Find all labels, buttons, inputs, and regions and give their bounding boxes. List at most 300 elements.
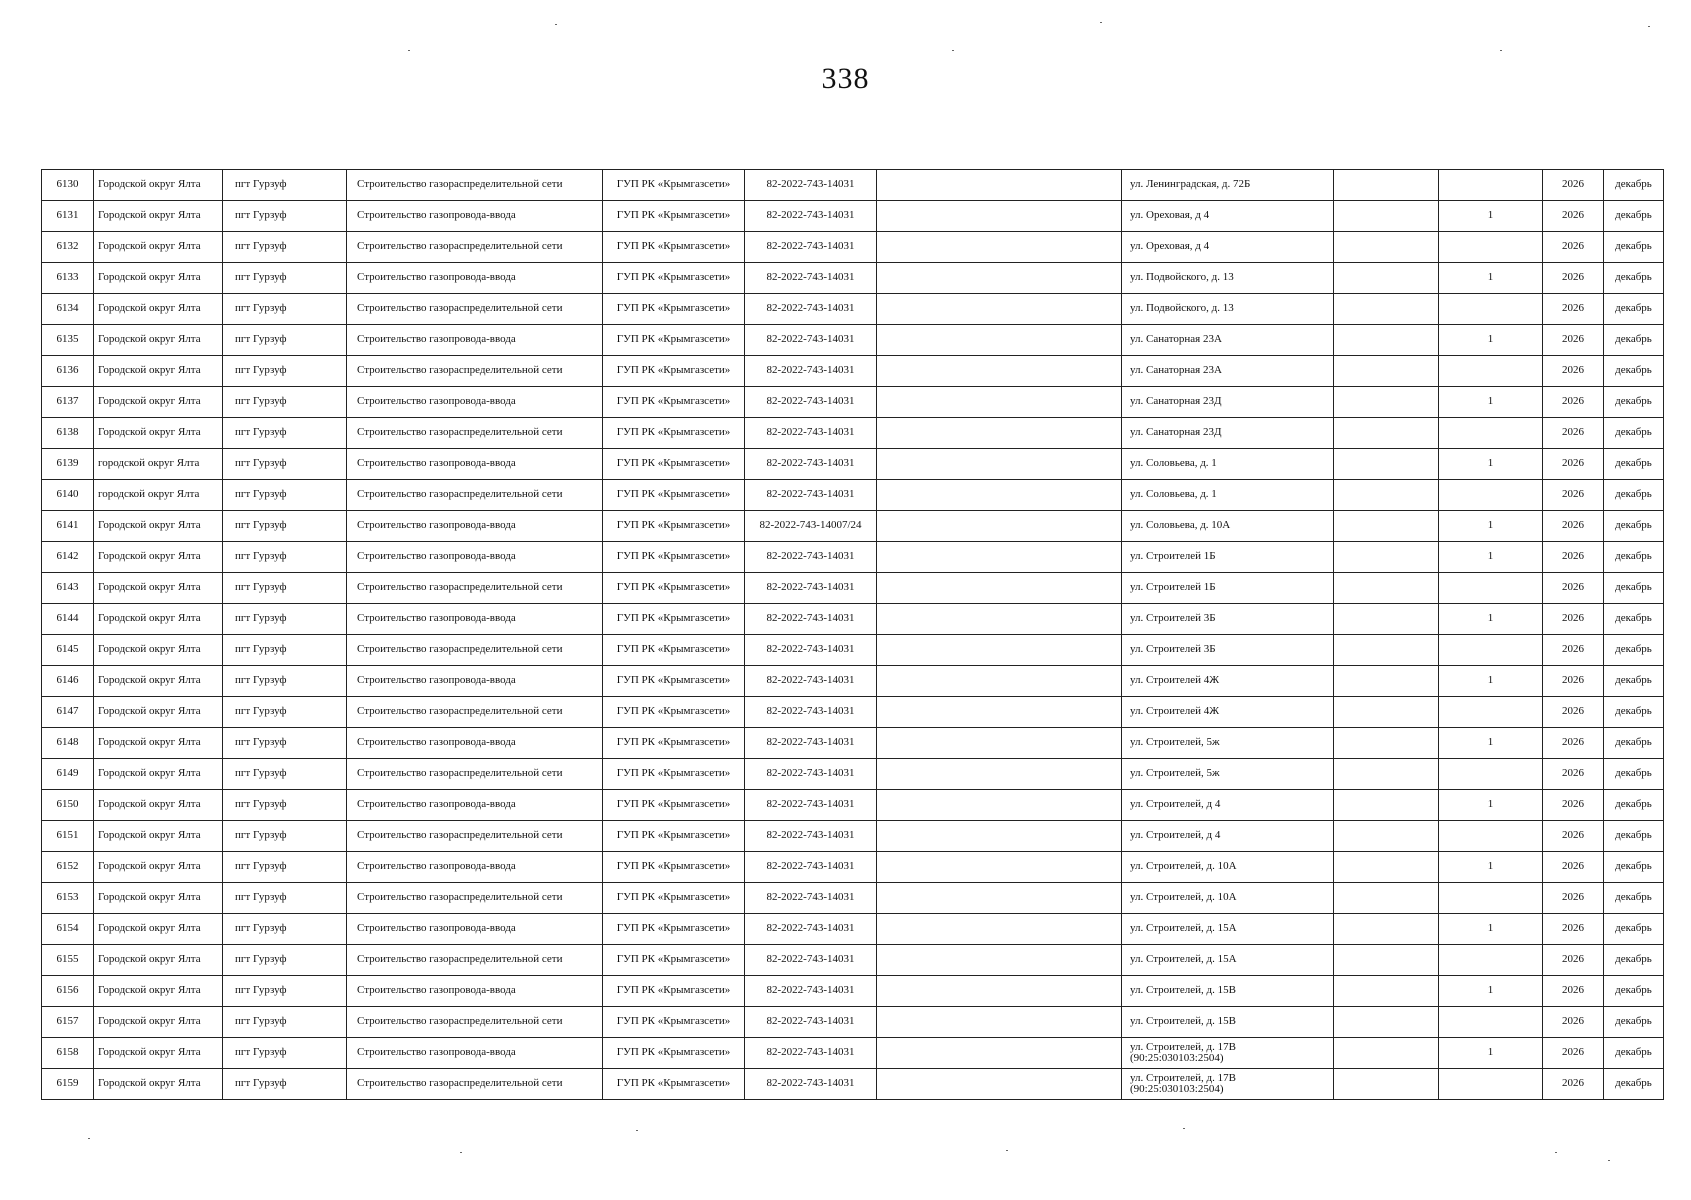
blank-cell [1334, 666, 1439, 697]
address-cell: ул. Соловьева, д. 1 [1122, 480, 1334, 511]
blank-cell [877, 387, 1122, 418]
blank-cell [877, 821, 1122, 852]
organization-cell: ГУП РК «Крымгазсети» [603, 511, 745, 542]
year-cell: 2026 [1543, 945, 1604, 976]
year-cell: 2026 [1543, 790, 1604, 821]
month-cell: декабрь [1604, 728, 1664, 759]
blank-cell [1334, 573, 1439, 604]
municipality-cell: Городской округ Ялта [94, 821, 223, 852]
page-number: 338 [821, 62, 870, 95]
table-row [42, 821, 1664, 852]
organization-cell: ГУП РК «Крымгазсети» [603, 1069, 745, 1100]
blank-cell [877, 945, 1122, 976]
year-cell: 2026 [1543, 449, 1604, 480]
year-cell: 2026 [1543, 759, 1604, 790]
address-cell: ул. Санаторная 23А [1122, 325, 1334, 356]
organization-cell: ГУП РК «Крымгазсети» [603, 945, 745, 976]
month-cell: декабрь [1604, 697, 1664, 728]
month-cell: декабрь [1604, 604, 1664, 635]
organization-cell: ГУП РК «Крымгазсети» [603, 201, 745, 232]
year-cell: 2026 [1543, 666, 1604, 697]
municipality-cell: Городской округ Ялта [94, 325, 223, 356]
year-cell: 2026 [1543, 1038, 1604, 1069]
blank-cell [877, 976, 1122, 1007]
blank-cell [877, 666, 1122, 697]
blank-cell [877, 697, 1122, 728]
table-row [42, 232, 1664, 263]
blank-cell [1334, 356, 1439, 387]
settlement-cell: пгт Гурзуф [223, 263, 347, 294]
address-cell: ул. Строителей 1Б [1122, 573, 1334, 604]
table-row [42, 170, 1664, 201]
settlement-cell: пгт Гурзуф [223, 170, 347, 201]
row-number: 6133 [42, 263, 94, 294]
work-type-cell: Строительство газопровода-ввода [347, 542, 603, 573]
organization-cell: ГУП РК «Крымгазсети» [603, 294, 745, 325]
quantity-cell: 1 [1439, 976, 1543, 1007]
month-cell: декабрь [1604, 449, 1664, 480]
municipality-cell: Городской округ Ялта [94, 790, 223, 821]
blank-cell [877, 418, 1122, 449]
blank-cell [877, 356, 1122, 387]
table-row [42, 201, 1664, 232]
project-code-cell: 82-2022-743-14007/24 [745, 511, 877, 542]
settlement-cell: пгт Гурзуф [223, 1069, 347, 1100]
municipality-cell: Городской округ Ялта [94, 635, 223, 666]
settlement-cell: пгт Гурзуф [223, 883, 347, 914]
address-cell: ул. Соловьева, д. 1 [1122, 449, 1334, 480]
blank-cell [1334, 976, 1439, 1007]
month-cell: декабрь [1604, 232, 1664, 263]
year-cell: 2026 [1543, 201, 1604, 232]
municipality-cell: Городской округ Ялта [94, 976, 223, 1007]
blank-cell [1334, 604, 1439, 635]
municipality-cell: Городской округ Ялта [94, 418, 223, 449]
organization-cell: ГУП РК «Крымгазсети» [603, 604, 745, 635]
work-type-cell: Строительство газораспределительной сети [347, 759, 603, 790]
address-cell: ул. Строителей 3Б [1122, 604, 1334, 635]
month-cell: декабрь [1604, 759, 1664, 790]
row-number: 6141 [42, 511, 94, 542]
work-type-cell: Строительство газораспределительной сети [347, 356, 603, 387]
month-cell: декабрь [1604, 883, 1664, 914]
table-row [42, 1038, 1664, 1069]
year-cell: 2026 [1543, 821, 1604, 852]
quantity-cell: 1 [1439, 604, 1543, 635]
table-row [42, 542, 1664, 573]
table-row [42, 604, 1664, 635]
municipality-cell: Городской округ Ялта [94, 945, 223, 976]
project-code-cell: 82-2022-743-14031 [745, 294, 877, 325]
year-cell: 2026 [1543, 294, 1604, 325]
year-cell: 2026 [1543, 387, 1604, 418]
table-row [42, 449, 1664, 480]
work-type-cell: Строительство газораспределительной сети [347, 480, 603, 511]
work-type-cell: Строительство газораспределительной сети [347, 573, 603, 604]
quantity-cell: 1 [1439, 449, 1543, 480]
settlement-cell: пгт Гурзуф [223, 728, 347, 759]
blank-cell [1334, 1038, 1439, 1069]
municipality-cell: Городской округ Ялта [94, 201, 223, 232]
table-row [42, 914, 1664, 945]
month-cell: декабрь [1604, 325, 1664, 356]
quantity-cell: 1 [1439, 201, 1543, 232]
blank-cell [877, 635, 1122, 666]
blank-cell [1334, 635, 1439, 666]
quantity-cell: 1 [1439, 728, 1543, 759]
settlement-cell: пгт Гурзуф [223, 449, 347, 480]
blank-cell [1334, 480, 1439, 511]
work-type-cell: Строительство газораспределительной сети [347, 232, 603, 263]
work-type-cell: Строительство газопровода-ввода [347, 914, 603, 945]
address-cell: ул. Строителей, д. 10А [1122, 883, 1334, 914]
year-cell: 2026 [1543, 418, 1604, 449]
municipality-cell: Городской округ Ялта [94, 1038, 223, 1069]
table-row [42, 573, 1664, 604]
row-number: 6153 [42, 883, 94, 914]
municipality-cell: Городской округ Ялта [94, 356, 223, 387]
address-cell: ул. Строителей, 5ж [1122, 759, 1334, 790]
project-code-cell: 82-2022-743-14031 [745, 418, 877, 449]
project-code-cell: 82-2022-743-14031 [745, 914, 877, 945]
blank-cell [1334, 883, 1439, 914]
row-number: 6150 [42, 790, 94, 821]
blank-cell [877, 511, 1122, 542]
table-row [42, 945, 1664, 976]
row-number: 6149 [42, 759, 94, 790]
work-type-cell: Строительство газопровода-ввода [347, 201, 603, 232]
project-code-cell: 82-2022-743-14031 [745, 480, 877, 511]
settlement-cell: пгт Гурзуф [223, 852, 347, 883]
settlement-cell: пгт Гурзуф [223, 697, 347, 728]
blank-cell [1334, 821, 1439, 852]
settlement-cell: пгт Гурзуф [223, 387, 347, 418]
row-number: 6130 [42, 170, 94, 201]
municipality-cell: Городской округ Ялта [94, 232, 223, 263]
municipality-cell: Городской округ Ялта [94, 170, 223, 201]
municipality-cell: Городской округ Ялта [94, 666, 223, 697]
row-number: 6139 [42, 449, 94, 480]
year-cell: 2026 [1543, 914, 1604, 945]
blank-cell [877, 728, 1122, 759]
settlement-cell: пгт Гурзуф [223, 821, 347, 852]
row-number: 6132 [42, 232, 94, 263]
settlement-cell: пгт Гурзуф [223, 604, 347, 635]
quantity-cell [1439, 697, 1543, 728]
row-number: 6156 [42, 976, 94, 1007]
settlement-cell: пгт Гурзуф [223, 294, 347, 325]
month-cell: декабрь [1604, 263, 1664, 294]
month-cell: декабрь [1604, 790, 1664, 821]
table-row [42, 480, 1664, 511]
address-cell: ул. Строителей 4Ж [1122, 666, 1334, 697]
address-cell: ул. Санаторная 23А [1122, 356, 1334, 387]
table-row [42, 635, 1664, 666]
row-number: 6154 [42, 914, 94, 945]
address-cell: ул. Ореховая, д 4 [1122, 232, 1334, 263]
organization-cell: ГУП РК «Крымгазсети» [603, 1038, 745, 1069]
work-type-cell: Строительство газораспределительной сети [347, 945, 603, 976]
project-code-cell: 82-2022-743-14031 [745, 697, 877, 728]
project-code-cell: 82-2022-743-14031 [745, 542, 877, 573]
blank-cell [1334, 511, 1439, 542]
work-type-cell: Строительство газораспределительной сети [347, 1069, 603, 1100]
blank-cell [1334, 790, 1439, 821]
organization-cell: ГУП РК «Крымгазсети» [603, 480, 745, 511]
year-cell: 2026 [1543, 480, 1604, 511]
blank-cell [877, 542, 1122, 573]
project-code-cell: 82-2022-743-14031 [745, 449, 877, 480]
row-number: 6147 [42, 697, 94, 728]
address-cell: ул. Строителей 1Б [1122, 542, 1334, 573]
table-row [42, 728, 1664, 759]
work-type-cell: Строительство газопровода-ввода [347, 728, 603, 759]
organization-cell: ГУП РК «Крымгазсети» [603, 666, 745, 697]
year-cell: 2026 [1543, 852, 1604, 883]
organization-cell: ГУП РК «Крымгазсети» [603, 573, 745, 604]
address-cell: ул. Ореховая, д 4 [1122, 201, 1334, 232]
project-code-cell: 82-2022-743-14031 [745, 356, 877, 387]
quantity-cell: 1 [1439, 325, 1543, 356]
year-cell: 2026 [1543, 542, 1604, 573]
project-code-cell: 82-2022-743-14031 [745, 232, 877, 263]
table-row [42, 325, 1664, 356]
project-code-cell: 82-2022-743-14031 [745, 170, 877, 201]
project-code-cell: 82-2022-743-14031 [745, 821, 877, 852]
table-row [42, 759, 1664, 790]
municipality-cell: Городской округ Ялта [94, 294, 223, 325]
table-row [42, 1007, 1664, 1038]
month-cell: декабрь [1604, 201, 1664, 232]
settlement-cell: пгт Гурзуф [223, 542, 347, 573]
address-cell: ул. Строителей, д. 17В (90:25:030103:2504) [1122, 1038, 1334, 1069]
settlement-cell: пгт Гурзуф [223, 635, 347, 666]
month-cell: декабрь [1604, 1038, 1664, 1069]
table-row [42, 852, 1664, 883]
blank-cell [1334, 263, 1439, 294]
address-cell: ул. Строителей, д. 17В (90:25:030103:2504) [1122, 1069, 1334, 1100]
municipality-cell: городской округ Ялта [94, 449, 223, 480]
settlement-cell: пгт Гурзуф [223, 573, 347, 604]
project-code-cell: 82-2022-743-14031 [745, 263, 877, 294]
month-cell: декабрь [1604, 356, 1664, 387]
month-cell: декабрь [1604, 542, 1664, 573]
organization-cell: ГУП РК «Крымгазсети» [603, 1007, 745, 1038]
quantity-cell [1439, 294, 1543, 325]
blank-cell [877, 480, 1122, 511]
work-type-cell: Строительство газопровода-ввода [347, 511, 603, 542]
blank-cell [1334, 201, 1439, 232]
month-cell: декабрь [1604, 1069, 1664, 1100]
blank-cell [1334, 294, 1439, 325]
address-cell: ул. Строителей, д. 15А [1122, 945, 1334, 976]
month-cell: декабрь [1604, 294, 1664, 325]
settlement-cell: пгт Гурзуф [223, 790, 347, 821]
organization-cell: ГУП РК «Крымгазсети» [603, 759, 745, 790]
table-row [42, 976, 1664, 1007]
table-row [42, 666, 1664, 697]
quantity-cell [1439, 759, 1543, 790]
project-code-cell: 82-2022-743-14031 [745, 728, 877, 759]
row-number: 6134 [42, 294, 94, 325]
project-code-cell: 82-2022-743-14031 [745, 573, 877, 604]
quantity-cell: 1 [1439, 263, 1543, 294]
blank-cell [877, 852, 1122, 883]
work-type-cell: Строительство газораспределительной сети [347, 294, 603, 325]
blank-cell [1334, 449, 1439, 480]
row-number: 6137 [42, 387, 94, 418]
municipality-cell: Городской округ Ялта [94, 852, 223, 883]
row-number: 6157 [42, 1007, 94, 1038]
municipality-cell: Городской округ Ялта [94, 511, 223, 542]
blank-cell [877, 449, 1122, 480]
blank-cell [1334, 852, 1439, 883]
organization-cell: ГУП РК «Крымгазсети» [603, 387, 745, 418]
organization-cell: ГУП РК «Крымгазсети» [603, 232, 745, 263]
blank-cell [1334, 914, 1439, 945]
project-code-cell: 82-2022-743-14031 [745, 387, 877, 418]
quantity-cell [1439, 1007, 1543, 1038]
settlement-cell: пгт Гурзуф [223, 759, 347, 790]
blank-cell [877, 1069, 1122, 1100]
organization-cell: ГУП РК «Крымгазсети» [603, 821, 745, 852]
municipality-cell: Городской округ Ялта [94, 604, 223, 635]
address-cell: ул. Строителей, д. 15В [1122, 1007, 1334, 1038]
work-type-cell: Строительство газораспределительной сети [347, 883, 603, 914]
quantity-cell [1439, 1069, 1543, 1100]
blank-cell [877, 573, 1122, 604]
project-code-cell: 82-2022-743-14031 [745, 852, 877, 883]
blank-cell [1334, 387, 1439, 418]
month-cell: декабрь [1604, 666, 1664, 697]
row-number: 6159 [42, 1069, 94, 1100]
blank-cell [1334, 325, 1439, 356]
year-cell: 2026 [1543, 883, 1604, 914]
month-cell: декабрь [1604, 1007, 1664, 1038]
organization-cell: ГУП РК «Крымгазсети» [603, 325, 745, 356]
municipality-cell: Городской округ Ялта [94, 263, 223, 294]
organization-cell: ГУП РК «Крымгазсети» [603, 697, 745, 728]
organization-cell: ГУП РК «Крымгазсети» [603, 728, 745, 759]
settlement-cell: пгт Гурзуф [223, 976, 347, 1007]
settlement-cell: пгт Гурзуф [223, 914, 347, 945]
table-row [42, 294, 1664, 325]
project-code-cell: 82-2022-743-14031 [745, 790, 877, 821]
quantity-cell: 1 [1439, 914, 1543, 945]
row-number: 6152 [42, 852, 94, 883]
row-number: 6158 [42, 1038, 94, 1069]
settlement-cell: пгт Гурзуф [223, 356, 347, 387]
project-code-cell: 82-2022-743-14031 [745, 945, 877, 976]
year-cell: 2026 [1543, 263, 1604, 294]
municipality-cell: Городской округ Ялта [94, 573, 223, 604]
municipality-cell: Городской округ Ялта [94, 697, 223, 728]
quantity-cell: 1 [1439, 387, 1543, 418]
organization-cell: ГУП РК «Крымгазсети» [603, 170, 745, 201]
work-type-cell: Строительство газораспределительной сети [347, 418, 603, 449]
address-cell: ул. Строителей, д. 10А [1122, 852, 1334, 883]
settlement-cell: пгт Гурзуф [223, 480, 347, 511]
work-type-cell: Строительство газораспределительной сети [347, 821, 603, 852]
blank-cell [1334, 945, 1439, 976]
table-row [42, 263, 1664, 294]
month-cell: декабрь [1604, 635, 1664, 666]
year-cell: 2026 [1543, 573, 1604, 604]
municipality-cell: Городской округ Ялта [94, 542, 223, 573]
work-type-cell: Строительство газораспределительной сети [347, 170, 603, 201]
blank-cell [877, 325, 1122, 356]
month-cell: декабрь [1604, 821, 1664, 852]
blank-cell [877, 1038, 1122, 1069]
row-number: 6140 [42, 480, 94, 511]
project-code-cell: 82-2022-743-14031 [745, 883, 877, 914]
municipality-cell: Городской округ Ялта [94, 759, 223, 790]
year-cell: 2026 [1543, 232, 1604, 263]
year-cell: 2026 [1543, 1069, 1604, 1100]
quantity-cell [1439, 170, 1543, 201]
blank-cell [877, 201, 1122, 232]
organization-cell: ГУП РК «Крымгазсети» [603, 852, 745, 883]
table-row [42, 883, 1664, 914]
organization-cell: ГУП РК «Крымгазсети» [603, 790, 745, 821]
address-cell: ул. Санаторная 23Д [1122, 418, 1334, 449]
organization-cell: ГУП РК «Крымгазсети» [603, 542, 745, 573]
municipality-cell: Городской округ Ялта [94, 387, 223, 418]
row-number: 6148 [42, 728, 94, 759]
organization-cell: ГУП РК «Крымгазсети» [603, 914, 745, 945]
work-type-cell: Строительство газопровода-ввода [347, 976, 603, 1007]
organization-cell: ГУП РК «Крымгазсети» [603, 356, 745, 387]
month-cell: декабрь [1604, 480, 1664, 511]
organization-cell: ГУП РК «Крымгазсети» [603, 263, 745, 294]
settlement-cell: пгт Гурзуф [223, 232, 347, 263]
work-type-cell: Строительство газораспределительной сети [347, 1007, 603, 1038]
project-code-cell: 82-2022-743-14031 [745, 201, 877, 232]
row-number: 6151 [42, 821, 94, 852]
table-row [42, 511, 1664, 542]
municipality-cell: городской округ Ялта [94, 480, 223, 511]
project-code-cell: 82-2022-743-14031 [745, 604, 877, 635]
row-number: 6145 [42, 635, 94, 666]
table-row [42, 387, 1664, 418]
blank-cell [877, 232, 1122, 263]
quantity-cell [1439, 356, 1543, 387]
blank-cell [1334, 1069, 1439, 1100]
row-number: 6142 [42, 542, 94, 573]
project-code-cell: 82-2022-743-14031 [745, 1069, 877, 1100]
work-type-cell: Строительство газопровода-ввода [347, 604, 603, 635]
row-number: 6146 [42, 666, 94, 697]
table-row [42, 790, 1664, 821]
row-number: 6136 [42, 356, 94, 387]
organization-cell: ГУП РК «Крымгазсети» [603, 449, 745, 480]
settlement-cell: пгт Гурзуф [223, 1007, 347, 1038]
address-cell: ул. Соловьева, д. 10А [1122, 511, 1334, 542]
municipality-cell: Городской округ Ялта [94, 1007, 223, 1038]
year-cell: 2026 [1543, 604, 1604, 635]
work-type-cell: Строительство газопровода-ввода [347, 263, 603, 294]
blank-cell [1334, 759, 1439, 790]
year-cell: 2026 [1543, 1007, 1604, 1038]
quantity-cell: 1 [1439, 666, 1543, 697]
quantity-cell [1439, 945, 1543, 976]
registry-table [41, 169, 1664, 1100]
blank-cell [1334, 542, 1439, 573]
organization-cell: ГУП РК «Крымгазсети» [603, 883, 745, 914]
municipality-cell: Городской округ Ялта [94, 914, 223, 945]
year-cell: 2026 [1543, 976, 1604, 1007]
address-cell: ул. Строителей, д. 15А [1122, 914, 1334, 945]
